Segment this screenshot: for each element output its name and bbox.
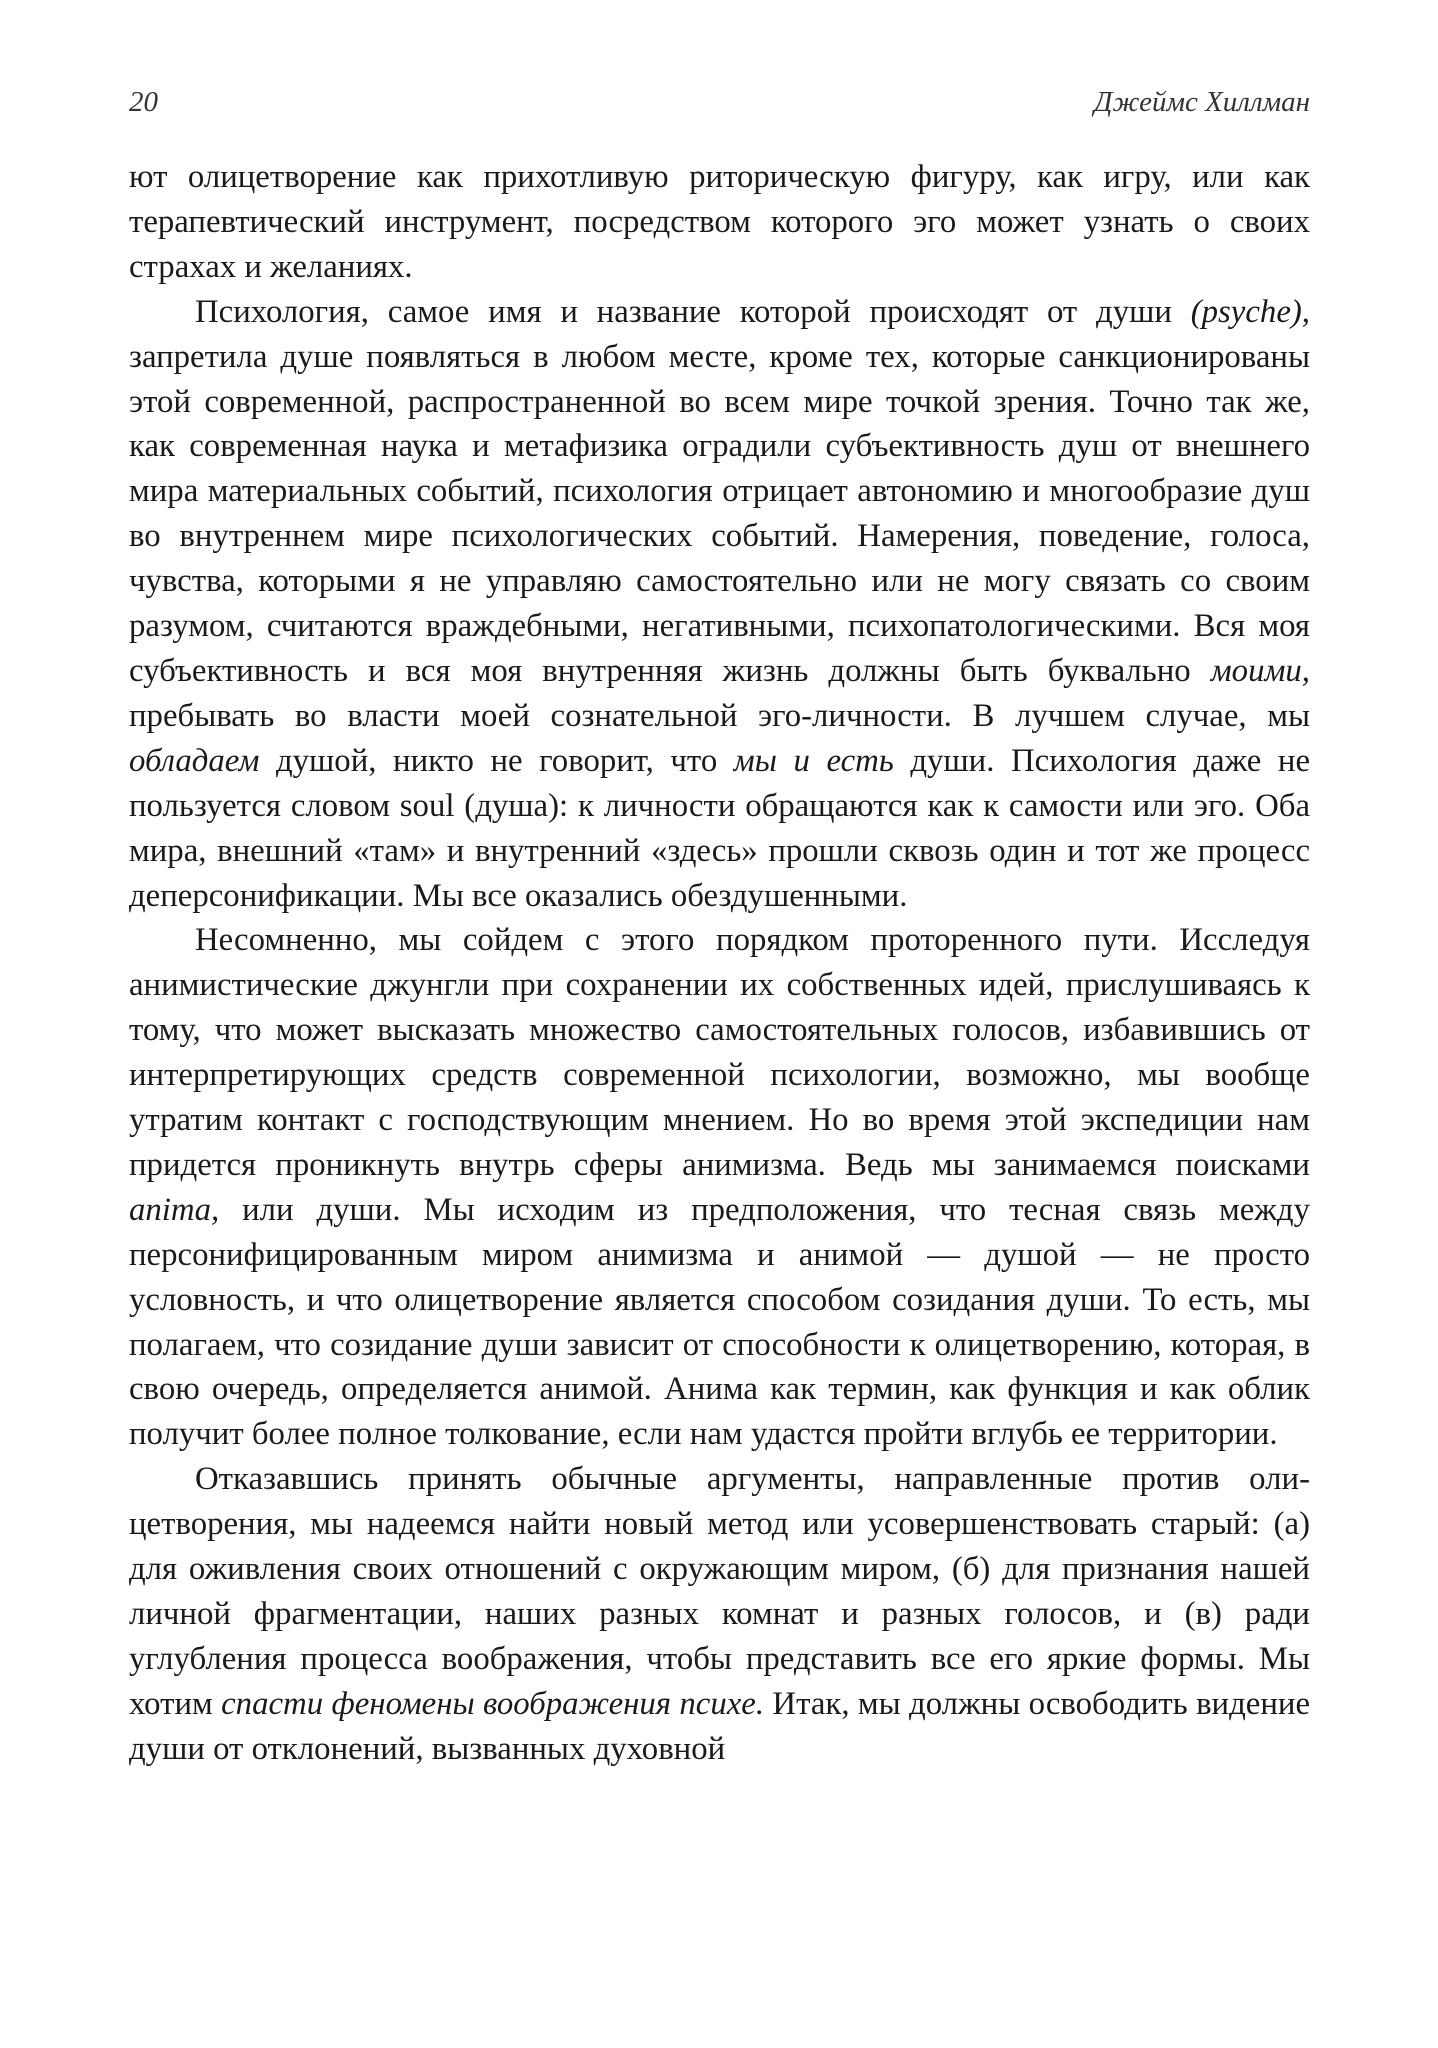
body-text: [129, 155, 1310, 1772]
text-run: души. Психология даже не пользуется словом soul (душа): к личности обращаются как к самости или эго. Оба мира, внешний «там» и внутренний «здесь» прошли сквозь один и тот же процесс деперсонификации. Мы все оказались обездушенными.: [129, 742, 1311, 914]
page-number: 20: [129, 86, 158, 118]
italic-run: обладаем: [129, 742, 260, 779]
text-run: Итак, мы должны освободить видение души от отклонений, вызванных духовной: [129, 1685, 1311, 1767]
text-run: или души. Мы исходим из предположения, что тесная связь между персонифицированным миром анимизма и анимой — душой — не просто условность, и что олицетворение является способом созидания души. То есть, мы полагаем, что созидание души зависит от способности к олицетворению, которая, в свою очередь, определяется анимой. Анима как термин, как функция и как облик получит более полное толкование, если нам удастся пройти вглубь ее территории.: [129, 1191, 1310, 1453]
text-run: запретила душе появляться в любом месте, кроме тех, которые санкционированы этой современной, распространенной во всем мире точкой зрения. Точно так же, как современная наука и метафизика оградили субъективность душ от внешнего мира материальных событий, психология отрицает автономию и многообразие душ во внутреннем мире психологических событий. Намерения, поведение, голоса, чувства, которыми я не управляю самостоятельно или не могу связать со своим разумом, считаются враждебными, негативными, психопатологическими. Вся моя субъективность и вся моя внутренняя жизнь должны быть буквально: [129, 338, 1310, 689]
paragraph-3: [129, 918, 1310, 1457]
paragraph-1: [129, 155, 1310, 290]
italic-run: anima,: [129, 1191, 220, 1228]
italic-run: (psyche),: [1190, 293, 1310, 330]
running-title: Джеймс Хиллман: [1094, 86, 1310, 118]
paragraph-4: [129, 1457, 1310, 1771]
italic-run: моими,: [1210, 652, 1310, 689]
text-run: пребывать во власти моей сознательной эго-личности. В лучшем случае, мы: [129, 697, 1310, 734]
text-run: Психология, самое имя и название которой происходят от души: [195, 293, 1191, 330]
paragraph-2: [129, 290, 1310, 919]
italic-run: спасти феномены воображения психе.: [221, 1685, 765, 1722]
italic-run: мы и есть: [733, 742, 894, 779]
running-head: [129, 84, 1310, 120]
text-run: душой, никто не говорит, что: [259, 742, 734, 779]
text-run: Отказавшись принять обычные аргументы, направленные против олицетворения, мы надеемся найти новый метод или усовершенствовать старый: (а) для оживления своих отношений с окружающим миром, (б) для признания нашей личной фрагментации, наших разных комнат и разных голосов, и (в) ради углубления процесса воображения, чтобы представить все его яркие формы. Мы хотим: [129, 1461, 1310, 1722]
text-run: Несомненно, мы сойдем с этого порядком проторенного пути. Исследуя анимистические джунгли при сохранении их собственных идей, прислушиваясь к тому, что может высказать множество самостоятельных голосов, избавившись от интерпретирующих средств современной психологии, возможно, мы вообще утратим контакт с господствующим мнением. Но во время этой экспедиции нам придется проникнуть внутрь сферы анимизма. Ведь мы занимаемся поисками: [129, 922, 1310, 1183]
text-run: ют олицетворение как прихотливую риторическую фигуру, как игру, или как терапевтический инструмент, посредством которого эго может узнать о своих страхах и желаниях.: [129, 159, 1310, 285]
